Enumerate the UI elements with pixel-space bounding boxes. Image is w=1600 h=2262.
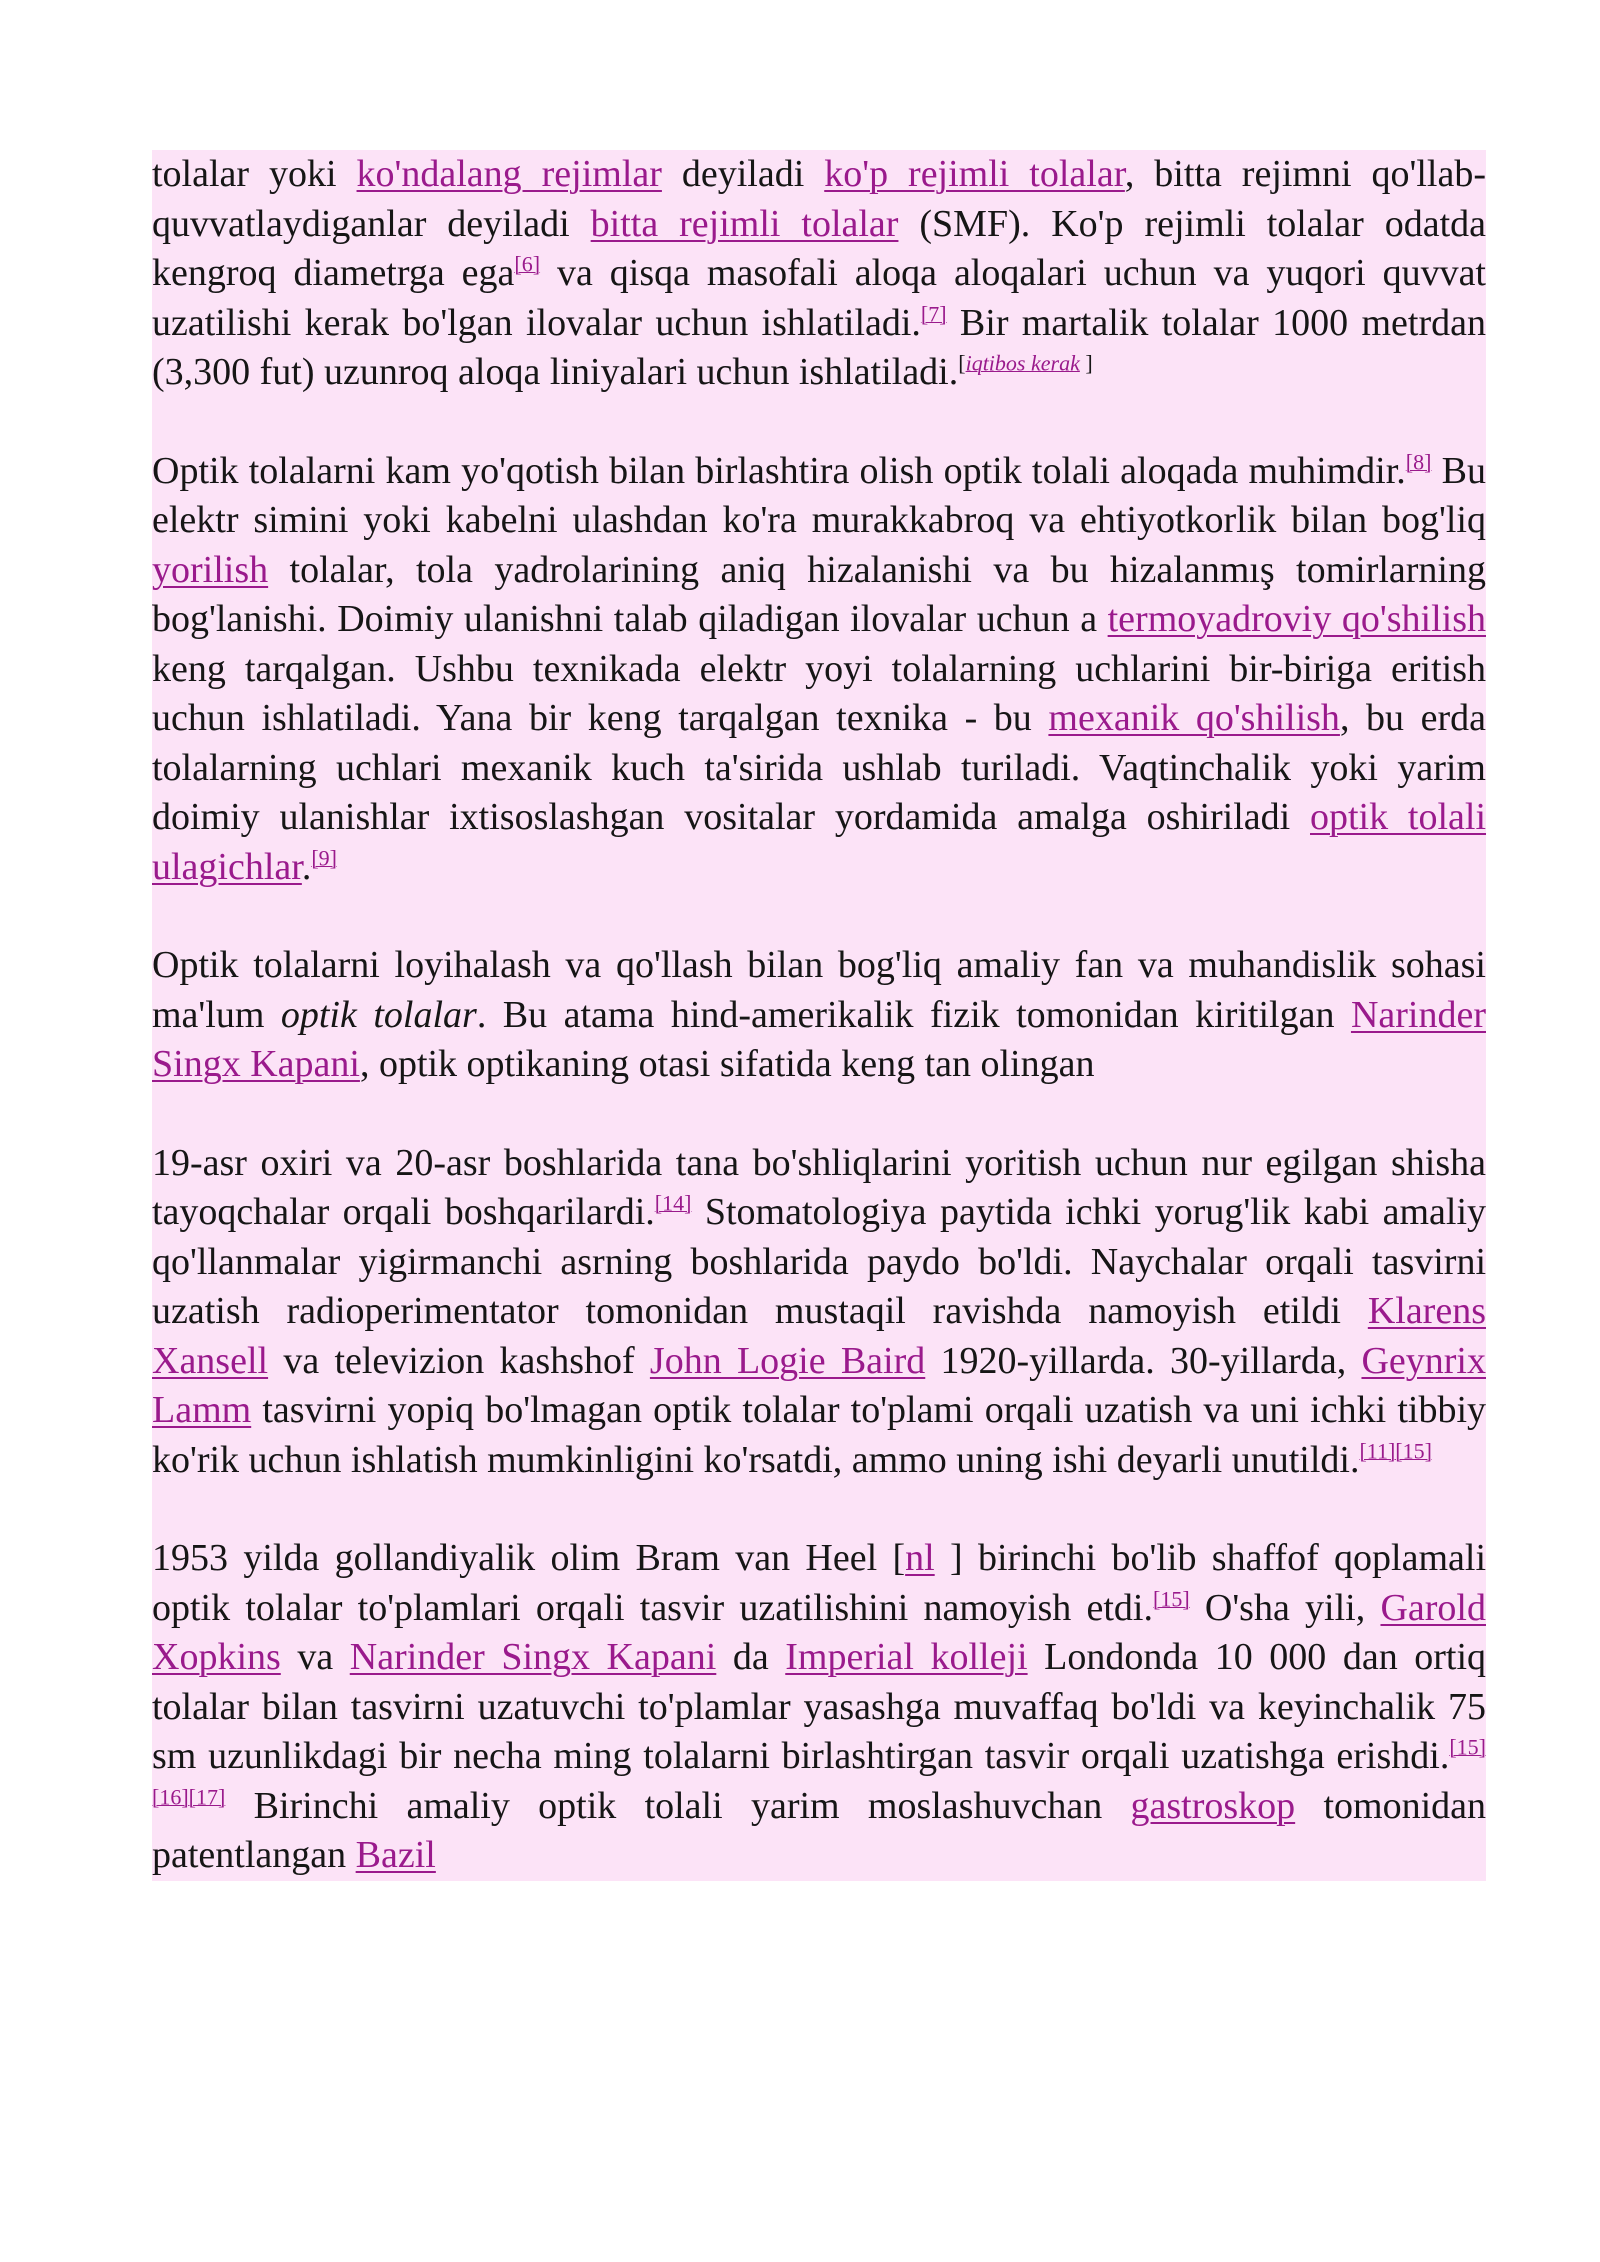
text: tomonidan patentlangan: [152, 1784, 1486, 1876]
paragraph-splicing: [152, 447, 1486, 893]
ref-link[interactable]: [15]: [1395, 1437, 1432, 1463]
text: tolalar, tola yadrolarining aniq hizalanishi va bu hizalanmış tomirlarning bog'lanishi. Doimiy ulanishni talab qiladigan ilovalar uchun a: [152, 548, 1486, 640]
ref-link[interactable]: [15]: [1153, 1585, 1190, 1611]
citation-8[interactable]: [1406, 449, 1432, 474]
text: Bu elektr simini yoki kabelni ulashdan ko'ra murakkabroq va ehtiyotkorlik bilan bog'liq: [152, 449, 1486, 541]
text: Birinchi amaliy optik tolali yarim moslashuvchan: [225, 1784, 1131, 1827]
text: Optik tolalarni loyihalash va qo'llash bilan bog'liq amaliy fan va muhandislik sohasi ma'lum: [152, 944, 1486, 1036]
ref-link[interactable]: [11]: [1359, 1437, 1396, 1463]
ref-link[interactable]: [17]: [188, 1783, 226, 1809]
ref-link[interactable]: [6]: [514, 251, 541, 277]
citation-11-15[interactable]: [1359, 1438, 1432, 1463]
emphasis-term: optik tolalar: [280, 993, 477, 1036]
text: . Bu atama hind-amerikalik fizik tomonidan kiritilgan: [476, 993, 1351, 1036]
paragraph-van-heel: [152, 1534, 1486, 1881]
link-bazil[interactable]: Bazil: [355, 1834, 436, 1876]
ref-link[interactable]: [16]: [152, 1783, 189, 1809]
link-narinder-singx-kapani[interactable]: Narinder Singx Kapani: [152, 993, 1486, 1085]
link-kop-rejimli-tolalar[interactable]: ko'p rejimli tolalar: [824, 153, 1125, 195]
citation-15[interactable]: [1153, 1586, 1190, 1611]
link-gastroskop[interactable]: gastroskop: [1130, 1784, 1296, 1827]
citation-14[interactable]: [655, 1190, 692, 1215]
citation-7[interactable]: [921, 301, 947, 326]
link-klarens-xansell[interactable]: Klarens Xansell: [152, 1290, 1486, 1382]
article-body: [152, 150, 1486, 1881]
text: va qisqa masofali aloqa aloqalari uchun va yuqori quvvat uzatilishi kerak bo'lgan ilovalar uchun ishlatiladi.: [152, 252, 1486, 344]
text: Optik tolalarni kam yo'qotish bilan birlashtira olish optik tolali aloqada muhimdir.: [152, 449, 1406, 492]
link-narinder-singx-kapani-2[interactable]: Narinder Singx Kapani: [349, 1636, 717, 1678]
text: Bir martalik tolalar 1000 metrdan (3,300 fut) uzunroq aloqa liniyalari uchun ishlatiladi.: [152, 301, 1486, 393]
text: Londonda 10 000 dan ortiq tolalar bilan tasvirni uzatuvchi to'plamlar yasashga muvaffaq bo'ldi va keyinchalik 75 sm uzunlikdagi bir necha ming tolalarni birlashtirgan tasvir orqali uzatishga erishdi.: [152, 1636, 1487, 1777]
paragraph-history: [152, 1139, 1486, 1486]
link-garold-xopkins[interactable]: Garold Xopkins: [152, 1586, 1486, 1678]
link-termoyadroviy-qoshilish[interactable]: termoyadroviy qo'shilish: [1107, 598, 1486, 640]
citation-needed-link[interactable]: iqtibos kerak: [965, 350, 1080, 376]
paragraph-fiber-modes: [152, 150, 1486, 398]
citation-6[interactable]: [514, 251, 540, 276]
link-bitta-rejimli-tolalar[interactable]: bitta rejimli tolalar: [590, 202, 899, 245]
link-yorilish[interactable]: yorilish: [152, 548, 269, 591]
link-mexanik-qoshilish[interactable]: mexanik qo'shilish: [1048, 697, 1340, 739]
link-john-logie-baird[interactable]: John Logie Baird: [649, 1339, 926, 1382]
ref-link[interactable]: [7]: [920, 300, 947, 326]
text: tasvirni yopiq bo'lmagan optik tolalar to'plami orqali uzatish va uni ichki tibbiy ko'rik uchun ishlatish mumkinligini ko'rsatdi, ammo uning ishi deyarli unutildi.: [152, 1389, 1486, 1481]
paragraph-fiber-optics-term: [152, 941, 1486, 1090]
text: 19-asr oxiri va 20-asr boshlarida tana bo'shliqlarini yoritish uchun nur egilgan shisha tayoqchalar orqali boshqarilardi.: [152, 1141, 1486, 1233]
bracket-close: ]: [1079, 350, 1093, 376]
text: (SMF). Ko'p rejimli tolalar odatda kengroq diametrga ega: [152, 202, 1486, 294]
link-optik-tolali-ulagichlar[interactable]: optik tolali ulagichlar: [152, 796, 1487, 888]
link-nl[interactable]: nl: [905, 1537, 935, 1579]
ref-link[interactable]: [14]: [654, 1190, 692, 1216]
ref-link[interactable]: [8]: [1405, 448, 1432, 474]
text: ] birinchi bo'lib shaffof qoplamali optik tolalar to'plamlari orqali tasvir uzatilishini namoyish etdi.: [152, 1537, 1487, 1629]
text: 1953 yilda gollandiyalik olim Bram van Heel [: [152, 1537, 906, 1579]
text: va televizion kashshof: [268, 1339, 650, 1382]
text: O'sha yili,: [1189, 1586, 1381, 1629]
ref-link[interactable]: [15]: [1449, 1734, 1486, 1760]
text: Stomatologiya paytida ichki yorug'lik kabi amaliy qo'llanmalar yigirmanchi asrning boshlarida paydo bo'ldi. Naychalar orqali tasvirni uzatish radioperimentator tomonidan mustaqil ravishda namoyish etildi: [152, 1191, 1486, 1332]
ref-link[interactable]: [9]: [311, 844, 337, 870]
bracket-open: [: [958, 350, 966, 376]
link-kondalang-rejimlar[interactable]: ko'ndalang rejimlar: [356, 153, 662, 195]
citation-9[interactable]: [311, 845, 337, 870]
link-geynrix-lamm[interactable]: Geynrix Lamm: [152, 1339, 1486, 1431]
text: , bu erda tolalarning uchlari mexanik kuch ta'sirida ushlab turiladi. Vaqtinchalik yoki yarim doimiy ulanishlar ixtisoslashgan vositalar yordamida amalga oshiriladi: [152, 697, 1486, 838]
text: tolalar yoki: [152, 153, 357, 195]
text: , bitta rejimni qo'llab-quvvatlaydiganlar deyiladi: [152, 153, 1486, 245]
text: , optik optikaning otasi sifatida keng tan olingan: [359, 1043, 1095, 1085]
text: keng tarqalgan. Ushbu texnikada elektr yoyi tolalarning uchlarini bir-biriga eritish uchun ishlatiladi. Yana bir keng tarqalgan texnika - bu: [152, 647, 1486, 739]
text: .: [301, 845, 312, 888]
text: da: [716, 1636, 786, 1678]
link-imperial-kolleji[interactable]: Imperial kolleji: [785, 1636, 1028, 1678]
text: va: [280, 1636, 350, 1678]
text: deyiladi: [661, 153, 825, 195]
citation-needed: [958, 350, 1092, 375]
text: 1920-yillarda. 30-yillarda,: [925, 1339, 1362, 1382]
